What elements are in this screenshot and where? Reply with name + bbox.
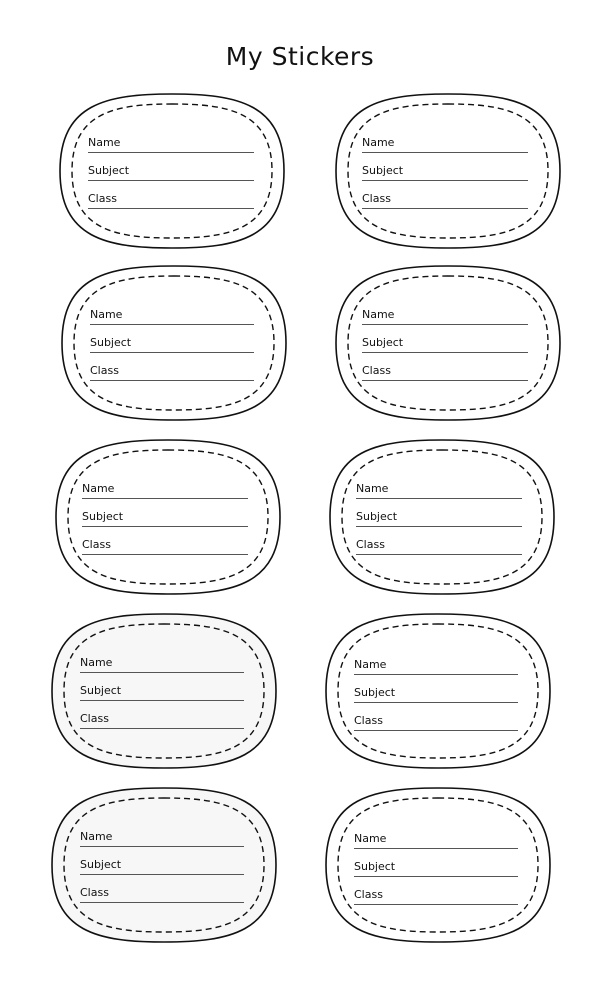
name-label: Name	[90, 308, 123, 321]
name-label: Name	[362, 136, 395, 149]
name-label: Name	[82, 482, 115, 495]
subject-label: Subject	[354, 686, 396, 699]
class-label: Class	[356, 538, 385, 551]
class-field[interactable]	[90, 364, 254, 381]
subject-label: Subject	[82, 510, 124, 523]
name-label: Name	[88, 136, 121, 149]
class-label: Class	[90, 364, 119, 377]
name-field[interactable]	[354, 658, 518, 675]
name-field[interactable]	[90, 308, 254, 325]
name-field[interactable]	[362, 308, 528, 325]
class-field[interactable]	[80, 886, 244, 903]
name-label: Name	[354, 832, 387, 845]
name-label: Name	[356, 482, 389, 495]
name-field[interactable]	[356, 482, 522, 499]
sticker-7	[48, 610, 280, 772]
subject-label: Subject	[362, 164, 404, 177]
class-field[interactable]	[362, 364, 528, 381]
name-field[interactable]	[80, 656, 244, 673]
sticker-3	[58, 262, 290, 424]
name-label: Name	[354, 658, 387, 671]
subject-label: Subject	[88, 164, 130, 177]
name-label: Name	[80, 656, 113, 669]
name-field[interactable]	[362, 136, 528, 153]
class-label: Class	[362, 192, 391, 205]
sticker-9	[48, 784, 280, 946]
subject-field[interactable]	[354, 686, 518, 703]
subject-label: Subject	[80, 858, 122, 871]
class-label: Class	[80, 712, 109, 725]
sticker-6	[326, 436, 558, 598]
sticker-10	[322, 784, 554, 946]
subject-field[interactable]	[80, 858, 244, 875]
class-label: Class	[354, 714, 383, 727]
class-field[interactable]	[354, 714, 518, 731]
subject-field[interactable]	[356, 510, 522, 527]
subject-field[interactable]	[354, 860, 518, 877]
subject-field[interactable]	[80, 684, 244, 701]
name-field[interactable]	[354, 832, 518, 849]
name-field[interactable]	[80, 830, 244, 847]
subject-label: Subject	[80, 684, 122, 697]
name-label: Name	[362, 308, 395, 321]
class-label: Class	[354, 888, 383, 901]
name-field[interactable]	[88, 136, 254, 153]
subject-field[interactable]	[90, 336, 254, 353]
class-label: Class	[80, 886, 109, 899]
subject-field[interactable]	[82, 510, 248, 527]
class-label: Class	[88, 192, 117, 205]
subject-label: Subject	[362, 336, 404, 349]
class-field[interactable]	[362, 192, 528, 209]
class-field[interactable]	[356, 538, 522, 555]
subject-label: Subject	[354, 860, 396, 873]
name-field[interactable]	[82, 482, 248, 499]
sticker-4	[332, 262, 564, 424]
subject-label: Subject	[90, 336, 132, 349]
sticker-5	[52, 436, 284, 598]
subject-label: Subject	[356, 510, 398, 523]
sticker-1	[56, 90, 288, 252]
subject-field[interactable]	[362, 164, 528, 181]
sticker-2	[332, 90, 564, 252]
sticker-8	[322, 610, 554, 772]
class-field[interactable]	[80, 712, 244, 729]
class-field[interactable]	[82, 538, 248, 555]
class-field[interactable]	[354, 888, 518, 905]
subject-field[interactable]	[362, 336, 528, 353]
class-label: Class	[82, 538, 111, 551]
class-label: Class	[362, 364, 391, 377]
subject-field[interactable]	[88, 164, 254, 181]
name-label: Name	[80, 830, 113, 843]
class-field[interactable]	[88, 192, 254, 209]
page-title: My Stickers	[225, 42, 375, 71]
